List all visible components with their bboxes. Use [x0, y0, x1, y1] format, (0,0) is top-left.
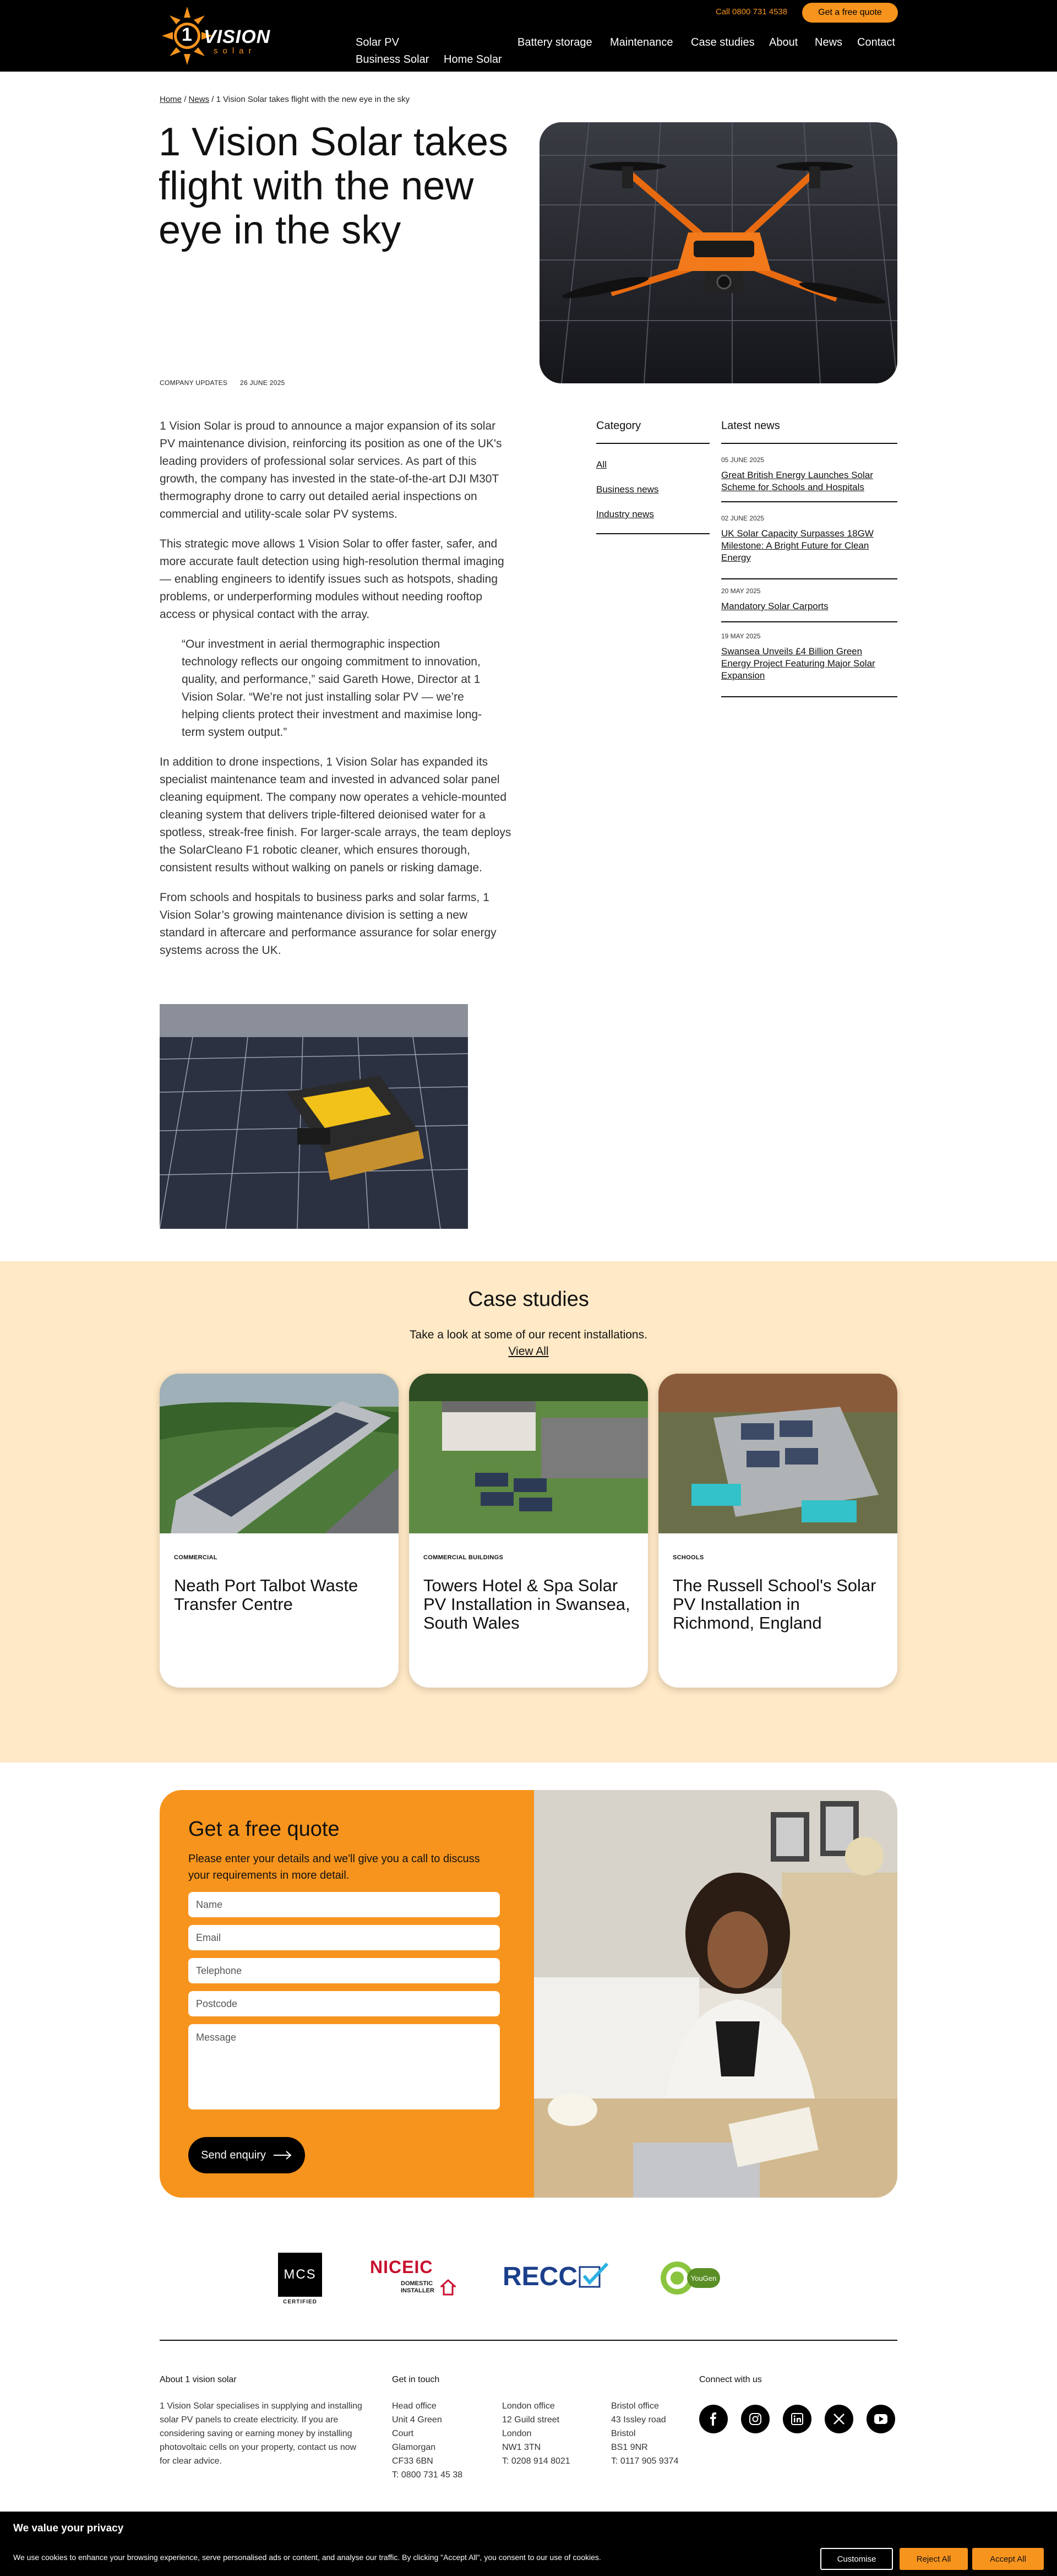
news-link[interactable]: UK Solar Capacity Surpasses 18GW Milestone: A Bright Future for Clean Energy — [721, 528, 874, 563]
nav-home-solar[interactable]: Home Solar — [444, 53, 502, 66]
case-study-title: Towers Hotel & Spa Solar PV Installation in Swansea, South Wales — [423, 1576, 630, 1633]
recc-brand: RECC — [503, 2262, 578, 2291]
article-cleaner-image — [160, 1004, 468, 1229]
niceic-line1: DOMESTIC — [401, 2280, 433, 2287]
case-study-tag: COMMERCIAL BUILDINGS — [423, 1554, 504, 1561]
x-icon — [833, 2413, 845, 2425]
office-phone-link[interactable]: T: 0800 731 45 38 — [392, 2470, 463, 2480]
nav-business-solar[interactable]: Business Solar — [356, 53, 429, 66]
hero-drone-image — [540, 122, 897, 383]
office-line: NW1 3TN — [502, 2443, 541, 2452]
quote-form-subtitle: Please enter your details and we'll give you a call to discuss your requirements in more detail. — [188, 1853, 480, 1881]
office-line: 12 Guild street — [502, 2415, 560, 2425]
name-input[interactable] — [188, 1892, 500, 1917]
category-heading: Category — [596, 420, 641, 432]
case-study-image — [409, 1374, 648, 1533]
office-line: Glamorgan — [392, 2443, 436, 2452]
article-quote: “Our investment in aerial thermographic inspection technology reflects our ongoing commitment to innovation, quality, and performance,” said Gareth Howe, Director at 1 Vision Solar. “We’re not just installing solar PV — we’re helping clients protect their investment and maximise long-term system output.” — [182, 638, 482, 739]
breadcrumb — [160, 95, 410, 104]
case-study-title: The Russell School's Solar PV Installation in Richmond, England — [673, 1576, 876, 1633]
message-input[interactable] — [188, 2024, 500, 2109]
case-study-card[interactable] — [160, 1374, 399, 1688]
article-paragraph: In addition to drone inspections, 1 Vision Solar has expanded its specialist maintenance team and invested in advanced solar panel cleaning equipment. The company now operates a vehicle-mounted cleaning system that delivers triple-filtered deionised water for a spotless, streak-free finish. For larger-scale arrays, the team deploys the SolarCleano F1 robotic cleaner, which ensures thorough, consistent results without walking on panels or risking damage. — [160, 756, 511, 874]
mcs-logo — [278, 2253, 322, 2306]
footer-office-head — [392, 2399, 475, 2482]
office-line: 43 Issley road — [611, 2415, 666, 2425]
nav-maintenance[interactable]: Maintenance — [610, 36, 673, 48]
news-link[interactable]: Great British Energy Launches Solar Scheme for Schools and Hospitals — [721, 470, 873, 492]
footer-about-text: 1 Vision Solar specialises in supplying and installing solar PV panels to create electricity. If you are considering saving or earning money by installing photovoltaic cells on your property, contact us now for clear advice. — [160, 2401, 362, 2466]
footer-divider — [160, 2340, 897, 2341]
checkmark-icon — [579, 2262, 609, 2290]
youtube-icon — [874, 2414, 888, 2425]
article-paragraph: 1 Vision Solar is proud to announce a major expansion of its solar PV maintenance division, reinforcing its position as one of the UK's leading providers of professional solar services. As part of this growth, the company has invested in the state-of-the-art DJI M30T thermography drone to carry out detailed aerial inspections on commercial and utility-scale solar PV systems. — [160, 420, 502, 520]
nav-contact[interactable]: Contact — [857, 36, 895, 48]
nav-about[interactable]: About — [769, 36, 798, 48]
cookie-accept-button[interactable]: Accept All — [972, 2548, 1044, 2570]
breadcrumb-separator: / — [211, 95, 214, 104]
news-date: 02 JUNE 2025 — [721, 514, 765, 522]
footer-contact-heading: Get in touch — [392, 2375, 440, 2384]
office-line: Unit 4 Green — [392, 2415, 442, 2425]
office-line: Bristol office — [611, 2401, 659, 2411]
cookie-customise-button[interactable]: Customise — [820, 2548, 893, 2570]
niceic-brand: NICEIC — [370, 2257, 433, 2277]
view-all-link[interactable]: View All — [508, 1345, 549, 1358]
news-divider — [721, 501, 897, 502]
yougen-logo — [660, 2260, 728, 2296]
case-study-tag: COMMERCIAL — [174, 1554, 217, 1561]
news-date: 20 MAY 2025 — [721, 587, 761, 595]
article-paragraph: From schools and hospitals to business parks and solar farms, 1 Vision Solar’s growing maintenance division is setting a new standard in aftercare and performance assurance for solar energy systems across the UK. — [160, 891, 497, 957]
office-line: Head office — [392, 2401, 437, 2411]
logo-wordmark: VISION — [204, 26, 271, 47]
latest-news-heading: Latest news — [721, 420, 780, 432]
article-body — [160, 417, 512, 972]
site-logo[interactable] — [160, 6, 271, 66]
youtube-link[interactable] — [867, 2405, 895, 2433]
breadcrumb-current: 1 Vision Solar takes flight with the new eye in the sky — [216, 95, 410, 104]
linkedin-icon — [791, 2412, 804, 2426]
footer-office-london — [502, 2399, 590, 2468]
facebook-link[interactable] — [699, 2405, 728, 2433]
header-phone-link[interactable]: Call 0800 731 4538 — [716, 7, 788, 17]
nav-case-studies[interactable]: Case studies — [691, 36, 755, 48]
telephone-input[interactable] — [188, 1958, 500, 1983]
office-phone-link[interactable]: T: 0117 905 9374 — [611, 2456, 679, 2466]
category-all-link[interactable]: All — [596, 459, 607, 470]
quote-form-title: Get a free quote — [188, 1818, 340, 1841]
linkedin-link[interactable] — [783, 2405, 811, 2433]
cookie-banner — [0, 2512, 1057, 2576]
arrow-right-icon — [274, 2151, 292, 2160]
postcode-input[interactable] — [188, 1991, 500, 2016]
news-divider — [721, 443, 897, 444]
logo-subline: solar — [214, 46, 257, 56]
mcs-caption: CERTIFIED — [283, 2299, 317, 2305]
office-phone-link[interactable]: T: 0208 914 8021 — [502, 2456, 570, 2466]
breadcrumb-news[interactable]: News — [188, 95, 210, 104]
news-divider — [721, 696, 897, 697]
case-study-image — [160, 1374, 399, 1533]
news-divider — [721, 578, 897, 579]
house-icon — [440, 2279, 456, 2296]
case-studies-title: Case studies — [468, 1288, 589, 1311]
news-date: 05 JUNE 2025 — [721, 456, 765, 464]
facebook-icon — [707, 2412, 720, 2426]
nav-news[interactable]: News — [815, 36, 843, 48]
news-link[interactable]: Swansea Unveils £4 Billion Green Energy Project Featuring Major Solar Expansion — [721, 646, 875, 681]
cookie-title: We value your privacy — [13, 2523, 124, 2534]
footer-office-bristol — [611, 2399, 699, 2468]
category-divider — [596, 443, 710, 444]
case-study-image — [658, 1374, 897, 1533]
email-input[interactable] — [188, 1925, 500, 1950]
office-line: Court — [392, 2429, 414, 2438]
footer-social-heading: Connect with us — [699, 2375, 762, 2384]
send-enquiry-button[interactable] — [188, 2137, 305, 2173]
article-category: COMPANY UPDATES — [160, 379, 228, 387]
site-header — [0, 0, 1057, 72]
office-line: London — [502, 2429, 532, 2438]
footer-about-heading: About 1 vision solar — [160, 2375, 237, 2384]
cookie-text: We use cookies to enhance your browsing experience, serve personalised ads or content, and analyse our traffic. By clicking "Accept All", you consent to our use of cookies. — [13, 2553, 601, 2562]
logo-digit: 1 — [182, 24, 192, 45]
nav-solar-pv[interactable]: Solar PV — [356, 36, 399, 48]
category-divider — [596, 533, 710, 534]
case-study-card[interactable] — [658, 1374, 897, 1688]
breadcrumb-home[interactable]: Home — [160, 95, 182, 104]
yougen-brand: YouGen — [687, 2268, 720, 2288]
woman-on-phone-photo — [534, 1790, 897, 2198]
case-study-title: Neath Port Talbot Waste Transfer Centre — [174, 1576, 358, 1614]
x-link[interactable] — [825, 2405, 853, 2433]
niceic-logo — [370, 2257, 456, 2302]
case-study-tag: SCHOOLS — [673, 1554, 704, 1561]
page-title: 1 Vision Solar takes flight with the new eye in the sky — [159, 120, 509, 252]
send-enquiry-label: Send enquiry — [201, 2149, 266, 2161]
instagram-icon — [749, 2412, 762, 2426]
category-industry-news-link[interactable]: Industry news — [596, 509, 654, 519]
office-line: London office — [502, 2401, 555, 2411]
news-date: 19 MAY 2025 — [721, 632, 761, 640]
header-quote-button[interactable]: Get a free quote — [802, 3, 898, 23]
nav-battery-storage[interactable]: Battery storage — [517, 36, 592, 48]
breadcrumb-separator: / — [184, 95, 187, 104]
office-line: CF33 6BN — [392, 2456, 433, 2466]
mcs-mark: MCS — [278, 2253, 322, 2297]
recc-logo — [503, 2262, 613, 2297]
cookie-reject-button[interactable]: Reject All — [900, 2548, 968, 2570]
office-line: BS1 9NR — [611, 2443, 648, 2452]
news-link[interactable]: Mandatory Solar Carports — [721, 601, 829, 611]
article-date: 26 JUNE 2025 — [240, 379, 285, 387]
news-divider — [721, 621, 897, 622]
category-business-news-link[interactable]: Business news — [596, 484, 659, 495]
quote-form-section — [160, 1790, 897, 2198]
instagram-link[interactable] — [741, 2405, 770, 2433]
case-study-card[interactable] — [409, 1374, 648, 1688]
niceic-line2: INSTALLER — [401, 2287, 434, 2294]
case-studies-subtitle: Take a look at some of our recent installations. — [410, 1328, 647, 1341]
case-studies-section — [0, 1261, 1057, 1762]
article-paragraph: This strategic move allows 1 Vision Solar to offer faster, safer, and more accurate fault detection using high-resolution thermal imaging — enabling engineers to identify issues such as hotspots, shading problems, or underperforming modules without needing rooftop access or physical contact with the array. — [160, 538, 504, 621]
office-line: Bristol — [611, 2429, 636, 2438]
